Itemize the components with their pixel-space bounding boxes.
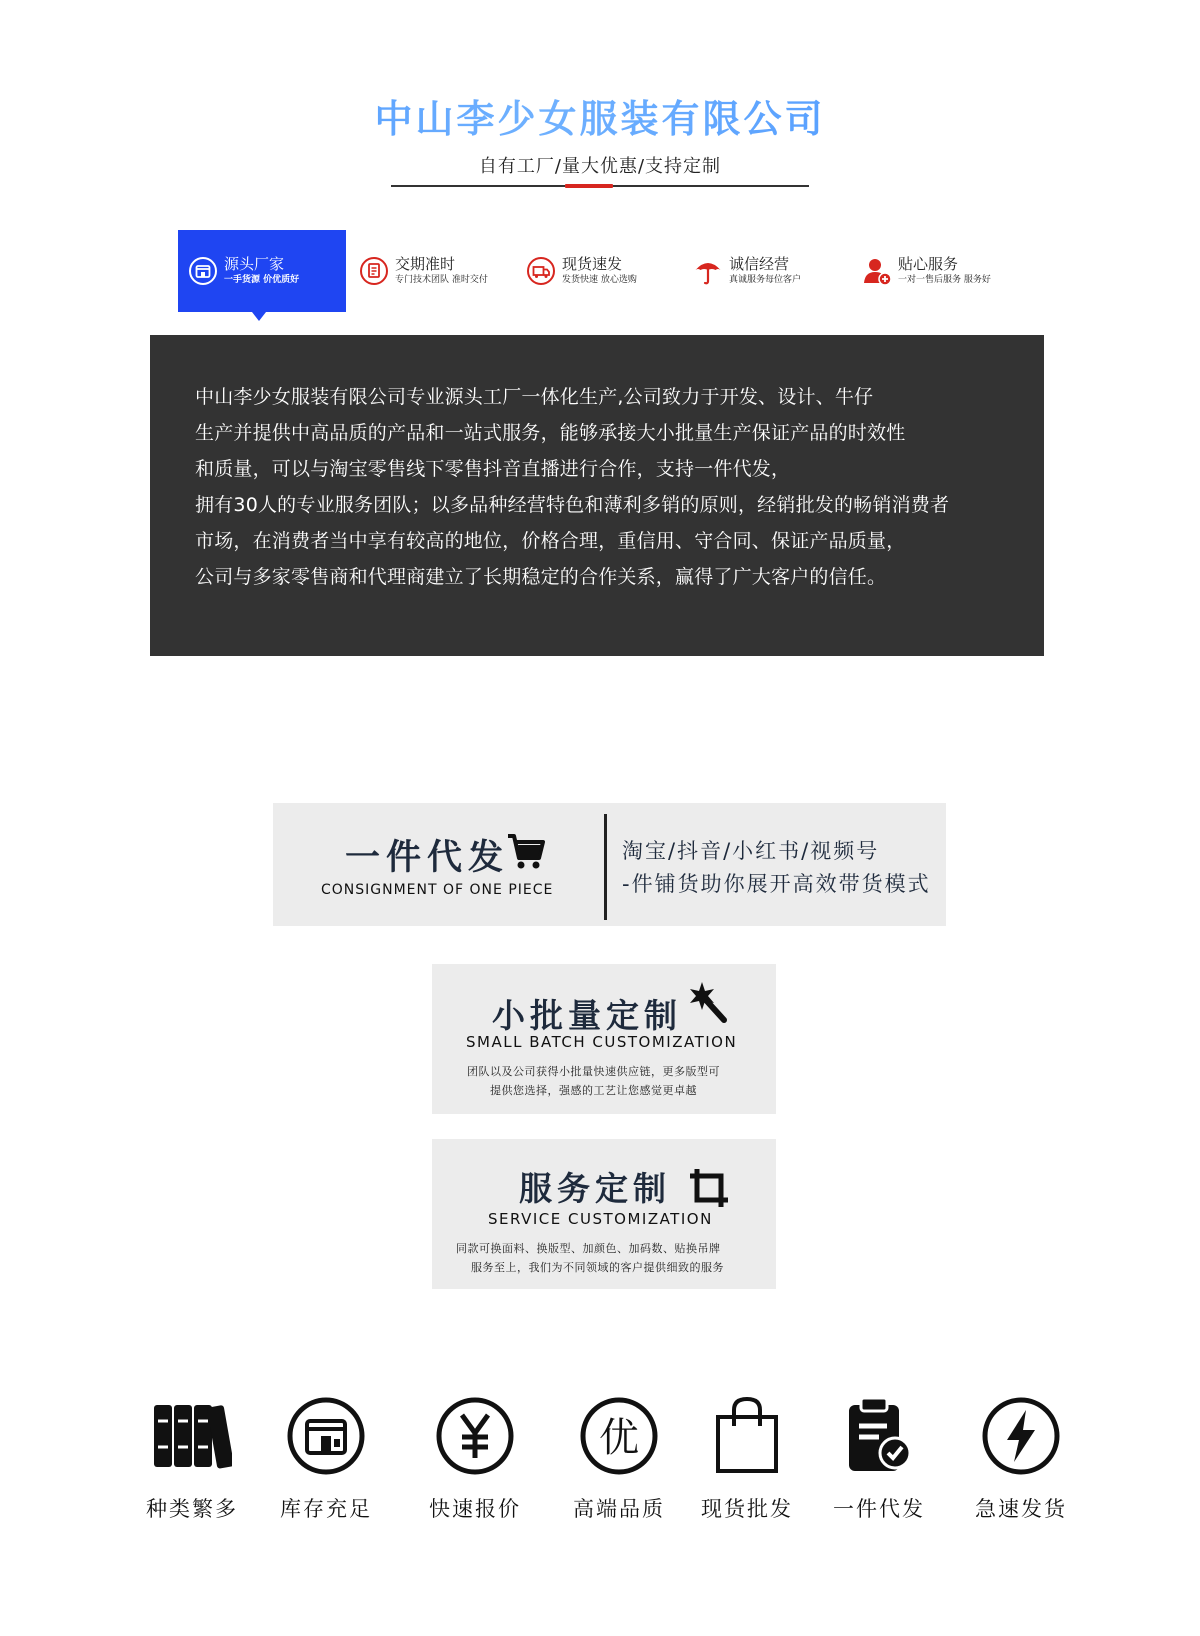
feature-label: 一件代发 bbox=[833, 1497, 925, 1521]
lightning-circle-icon bbox=[981, 1396, 1061, 1476]
tab-subtitle: 一对一售后服务 服务好 bbox=[898, 275, 991, 285]
consignment-title: 一件代发 bbox=[345, 838, 510, 878]
feature-label: 现货批发 bbox=[701, 1497, 793, 1521]
consignment-platforms: 淘宝/抖音/小红书/视频号 bbox=[622, 839, 880, 863]
yen-circle-icon bbox=[435, 1396, 515, 1476]
storefront-icon bbox=[188, 256, 218, 286]
intro-line: 中山李少女服装有限公司专业源头工厂一体化生产,公司致力于开发、设计、牛仔 bbox=[195, 386, 874, 408]
feature-label: 库存充足 bbox=[280, 1497, 372, 1521]
intro-line: 拥有30人的专业服务团队；以多品种经营特色和薄利多销的原则，经销批发的畅销消费者 bbox=[195, 494, 950, 516]
feature-label: 种类繁多 bbox=[146, 1497, 238, 1521]
schedule-badge-icon bbox=[359, 256, 389, 286]
service-custom-desc: 服务至上，我们为不同领域的客户提供细致的服务 bbox=[471, 1261, 724, 1274]
tab-subtitle: 专门技术团队 准时交付 bbox=[395, 275, 488, 285]
quality-circle-icon bbox=[579, 1396, 659, 1476]
clipboard-check-icon bbox=[839, 1396, 919, 1476]
small-batch-desc: 团队以及公司获得小批量快速供应链，更多版型可 bbox=[467, 1065, 720, 1078]
active-tab-pointer bbox=[252, 312, 266, 321]
tab-title: 诚信经营 bbox=[729, 255, 790, 273]
tab-title: 交期准时 bbox=[395, 255, 456, 273]
intro-line: 生产并提供中高品质的产品和一站式服务，能够承接大小批量生产保证产品的时效性 bbox=[195, 422, 906, 444]
small-batch-subtitle-en: SMALL BATCH CUSTOMIZATION bbox=[466, 1033, 738, 1051]
small-batch-desc: 提供您选择，强感的工艺让您感觉更卓越 bbox=[490, 1084, 697, 1097]
umbrella-icon bbox=[693, 256, 723, 286]
delivery-badge-icon bbox=[526, 256, 556, 286]
tab-caring-service[interactable] bbox=[862, 230, 991, 312]
consignment-tagline: -件铺货助你展开高效带货模式 bbox=[622, 872, 931, 896]
slogan-accent-bar bbox=[565, 184, 613, 188]
tab-title: 贴心服务 bbox=[898, 255, 959, 273]
tab-on-time-delivery[interactable] bbox=[359, 230, 488, 312]
tab-fast-shipping[interactable] bbox=[526, 230, 637, 312]
store-circle-icon bbox=[286, 1396, 366, 1476]
feature-label: 快速报价 bbox=[429, 1497, 521, 1521]
tab-source-factory[interactable] bbox=[178, 230, 346, 312]
crop-icon bbox=[688, 1167, 730, 1213]
service-custom-subtitle-en: SERVICE CUSTOMIZATION bbox=[488, 1210, 713, 1228]
magic-wand-icon bbox=[684, 980, 730, 1030]
tab-subtitle: 发货快速 放心选购 bbox=[562, 275, 637, 285]
intro-line: 市场，在消费者当中享有较高的地位，价格合理，重信用、守合同、保证产品质量， bbox=[195, 530, 906, 552]
user-service-icon bbox=[862, 256, 892, 286]
tab-title: 源头厂家 bbox=[224, 255, 285, 273]
service-custom-desc: 同款可换面料、换版型、加颜色、加码数、贴换吊牌 bbox=[456, 1242, 721, 1255]
books-icon bbox=[152, 1396, 232, 1476]
tab-subtitle: 真诚服务每位客户 bbox=[729, 275, 802, 285]
consignment-subtitle-en: CONSIGNMENT OF ONE PIECE bbox=[321, 882, 554, 898]
slogan: 自有工厂/量大优惠/支持定制 bbox=[478, 156, 722, 177]
service-custom-title: 服务定制 bbox=[519, 1169, 671, 1208]
company-title: 中山李少女服装有限公司 bbox=[0, 88, 1200, 143]
feature-label: 急速发货 bbox=[975, 1497, 1067, 1521]
small-batch-title: 小批量定制 bbox=[492, 996, 682, 1035]
consignment-divider bbox=[604, 814, 607, 920]
tab-subtitle: 一手货源 价优质好 bbox=[224, 275, 300, 285]
intro-line: 和质量，可以与淘宝零售线下零售抖音直播进行合作，支持一件代发， bbox=[195, 458, 791, 480]
intro-line: 公司与多家零售商和代理商建立了长期稳定的合作关系，赢得了广大客户的信任。 bbox=[195, 566, 887, 588]
shopping-bag-icon bbox=[707, 1396, 787, 1476]
quality-glyph: 优 bbox=[599, 1415, 639, 1461]
tab-integrity[interactable] bbox=[693, 230, 801, 312]
feature-label: 高端品质 bbox=[573, 1497, 665, 1521]
tab-title: 现货速发 bbox=[562, 255, 623, 273]
shopping-cart-icon bbox=[506, 831, 546, 875]
